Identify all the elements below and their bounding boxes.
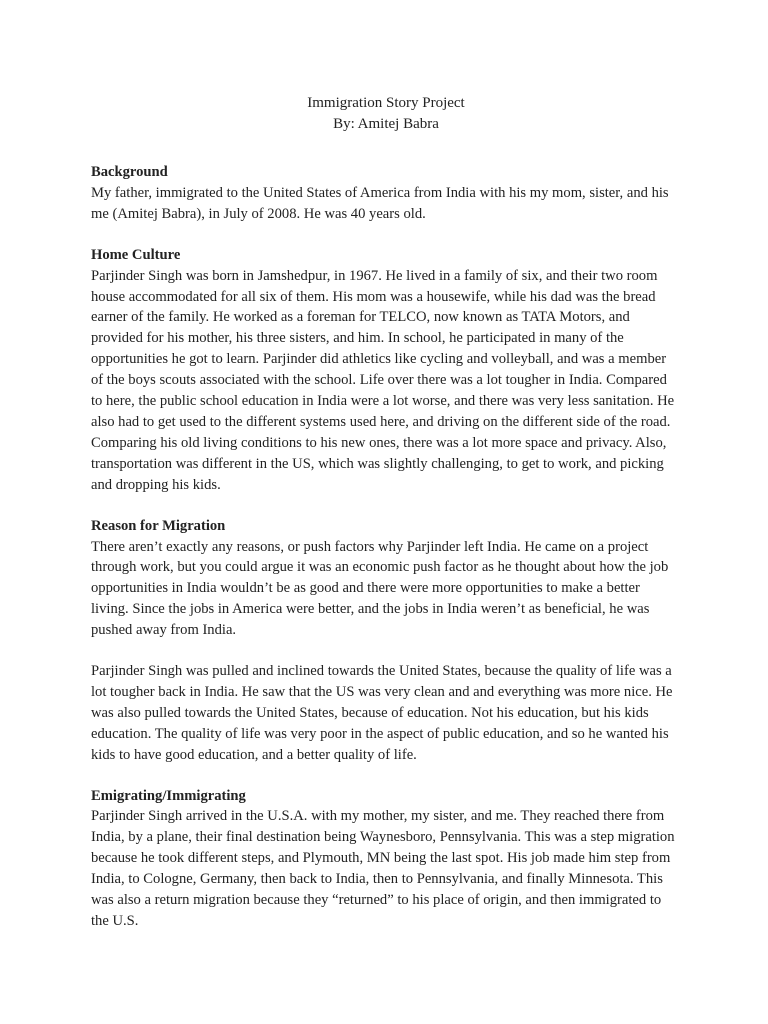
- paragraph: Parjinder Singh was born in Jamshedpur, in 1967. He lived in a family of six, and their two room house accommodated for all six of them. His mom was a housewife, while his dad was the bread earner of the family. He worked as a foreman for TELCO, now known as TATA Motors, and provided for his mother, his three sisters, and him. In school, he participated in many of the opportunities he got to learn. Parjinder did athletics like cycling and volleyball, and was a member of the boys scouts associated with the school. Life over there was a lot tougher in India. Compared to here, the public school education in India were a lot worse, and there was very less sanitation. He also had to get used to the different systems used here, and driving on the different side of the road. Comparing his old living conditions to his new ones, there was a lot more space and privacy. Also, transportation was different in the US, which was slightly challenging, to get to work, and picking and dropping his kids.: [91, 267, 675, 493]
- paragraph: My father, immigrated to the United States of America from India with his my mom, sister, and his me (Amitej Babra), in July of 2008. He was 40 years old.: [91, 184, 669, 222]
- document-title: Immigration Story Project: [307, 95, 465, 111]
- section-emigrating-immigrating: [91, 786, 681, 932]
- section-heading: Background: [91, 164, 168, 180]
- author-line: By: Amitej Babra: [333, 116, 439, 132]
- section-reason-for-migration: [91, 516, 681, 766]
- paragraph: There aren’t exactly any reasons, or push factors why Parjinder left India. He came on a project through work, but you could argue it was an economic push factor as he thought about how the job opportunities in India wouldn’t be as good and there were more opportunities to make a better living. Since the jobs in America were better, and the jobs in India weren’t as beneficial, he was pushed away from India.: [91, 538, 669, 639]
- paragraph: Parjinder Singh was pulled and inclined towards the United States, because the quality of life was a lot tougher back in India. He saw that the US was very clean and and everything was more nice. He was also pulled towards the United States, because of education. Not his education, but his kids education. The quality of life was very poor in the aspect of public education, and so he wanted his kids to have good education, and a better quality of life.: [91, 663, 673, 763]
- section-heading: Emigrating/Immigrating: [91, 787, 246, 804]
- section-background: [91, 162, 681, 225]
- paragraph: Parjinder Singh arrived in the U.S.A. with my mother, my sister, and me. They reached there from India, by a plane, their final destination being Waynesboro, Pennsylvania. This was a step migration because he took different steps, and Plymouth, MN being the last spot. His job made him step from India, to Cologne, Germany, then back to India, then to Pennsylvania, and finally Minnesota. This was also a return migration because they “returned” to his place of origin, and then immigrated to the U.S.: [91, 808, 675, 929]
- title-block: [91, 93, 681, 135]
- section-heading: Reason for Migration: [91, 517, 226, 534]
- section-heading: Home Culture: [91, 246, 181, 263]
- section-home-culture: [91, 245, 681, 496]
- document-page: [91, 93, 681, 952]
